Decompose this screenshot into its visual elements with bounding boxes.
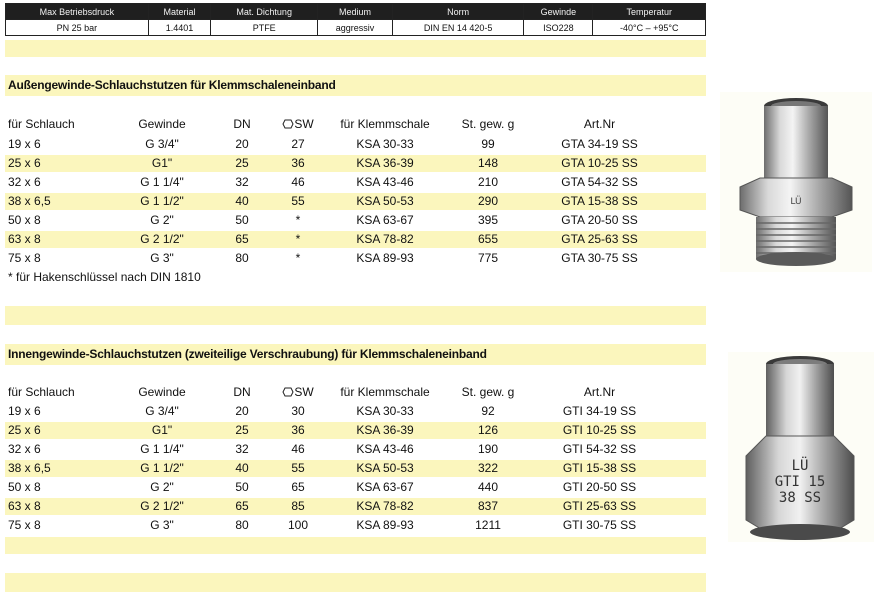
clamp-cell: KSA 36-39: [356, 156, 414, 170]
thread-cell: G 1 1/4": [140, 442, 184, 456]
hose-cell: 63 x 8: [8, 499, 41, 513]
sw-cell: 55: [291, 461, 305, 475]
weight-cell: 99: [481, 137, 495, 151]
column-header: St. gew. g: [461, 117, 515, 131]
spec-header: Max Betriebsdruck: [6, 4, 149, 20]
article-cell: GTI 10-25 SS: [562, 423, 637, 437]
thread-cell: G1": [151, 423, 173, 437]
article-cell: GTI 15-38 SS: [562, 461, 637, 475]
article-cell: GTI 30-75 SS: [562, 518, 637, 532]
table-row: [5, 250, 706, 267]
hose-cell: 50 x 8: [8, 213, 41, 227]
clamp-cell: KSA 50-53: [356, 461, 414, 475]
weight-cell: 92: [481, 404, 495, 418]
table-row: [5, 422, 706, 439]
clamp-cell: KSA 50-53: [356, 194, 414, 208]
table-row: [5, 517, 706, 534]
product-image-internal-thread: [728, 352, 874, 542]
dn-cell: 80: [235, 251, 249, 265]
dn-cell: 32: [235, 442, 249, 456]
article-cell: GTA 54-32 SS: [561, 175, 638, 189]
clamp-cell: KSA 30-33: [356, 404, 414, 418]
dn-cell: 65: [235, 499, 249, 513]
thread-cell: G 3/4": [145, 404, 179, 418]
weight-cell: 395: [477, 213, 499, 227]
dn-cell: 20: [235, 404, 249, 418]
column-header: für Klemmschale: [340, 385, 430, 399]
dn-cell: 20: [235, 137, 249, 151]
sw-cell: 85: [291, 499, 305, 513]
weight-cell: 1211: [475, 518, 501, 532]
spec-value: ISO228: [524, 20, 593, 36]
weight-cell: 148: [477, 156, 499, 170]
sw-cell: *: [295, 232, 301, 246]
column-header: für Schlauch: [8, 385, 75, 399]
column-header: Gewinde: [138, 117, 186, 131]
thread-cell: G 1 1/2": [140, 461, 184, 475]
sw-cell: 36: [291, 156, 305, 170]
clamp-cell: KSA 78-82: [356, 232, 414, 246]
spec-value: PN 25 bar: [6, 20, 149, 36]
hose-cell: 75 x 8: [8, 518, 41, 532]
article-cell: GTA 30-75 SS: [561, 251, 638, 265]
article-cell: GTA 25-63 SS: [561, 232, 638, 246]
dn-cell: 80: [235, 518, 249, 532]
clamp-cell: KSA 63-67: [356, 480, 414, 494]
clamp-cell: KSA 89-93: [356, 251, 414, 265]
article-cell: GTA 34-19 SS: [561, 137, 638, 151]
clamp-cell: KSA 63-67: [356, 213, 414, 227]
table-row: [5, 174, 706, 191]
spacer-band: [5, 40, 706, 57]
clamp-cell: KSA 30-33: [356, 137, 414, 151]
dn-cell: 40: [235, 461, 249, 475]
thread-cell: G 3/4": [145, 137, 179, 151]
article-cell: GTI 34-19 SS: [562, 404, 637, 418]
product2-marking-line1: LÜ: [791, 458, 809, 474]
clamp-cell: KSA 89-93: [356, 518, 414, 532]
section2-title: Innengewinde-Schlauchstutzen (zweiteilige Verschraubung) für Klemmschaleneinband: [8, 347, 487, 361]
spec-header: Medium: [318, 4, 393, 20]
article-cell: GTA 15-38 SS: [561, 194, 638, 208]
table-row: [5, 155, 706, 172]
dn-cell: 40: [235, 194, 249, 208]
table-row: [5, 441, 706, 458]
thread-cell: G 2 1/2": [140, 232, 184, 246]
dn-cell: 25: [235, 423, 249, 437]
spec-value: DIN EN 14 420-5: [392, 20, 524, 36]
clamp-cell: KSA 43-46: [356, 175, 414, 189]
weight-cell: 775: [477, 251, 499, 265]
hose-cell: 38 x 6,5: [8, 194, 51, 208]
spec-header: Norm: [392, 4, 524, 20]
dn-cell: 32: [235, 175, 249, 189]
sw-cell: 30: [291, 404, 305, 418]
table-row: [5, 479, 706, 496]
column-header: SW: [277, 385, 319, 399]
spec-value: 1.4401: [148, 20, 210, 36]
spacer-band: [5, 306, 706, 325]
column-header: DN: [233, 117, 251, 131]
column-header: St. gew. g: [461, 385, 515, 399]
thread-cell: G 3": [150, 518, 174, 532]
hose-cell: 25 x 6: [8, 423, 41, 437]
spec-value: aggressiv: [318, 20, 393, 36]
section1-title: Außengewinde-Schlauchstutzen für Klemmschaleneinband: [8, 78, 336, 92]
column-header-row: [5, 116, 706, 133]
spec-header: Material: [148, 4, 210, 20]
table-row: [5, 460, 706, 477]
weight-cell: 322: [477, 461, 499, 475]
weight-cell: 190: [477, 442, 499, 456]
thread-cell: G 2 1/2": [140, 499, 184, 513]
table-row: [5, 403, 706, 420]
dn-cell: 65: [235, 232, 249, 246]
footnote: * für Hakenschlüssel nach DIN 1810: [8, 270, 201, 284]
weight-cell: 440: [477, 480, 499, 494]
sw-cell: *: [295, 213, 301, 227]
hex-nut-icon: [282, 117, 294, 131]
column-header: Gewinde: [138, 385, 186, 399]
thread-cell: G 1 1/4": [140, 175, 184, 189]
column-header: Art.Nr: [583, 117, 616, 131]
weight-cell: 210: [477, 175, 499, 189]
hose-cell: 38 x 6,5: [8, 461, 51, 475]
table-row: [5, 193, 706, 210]
table-row: [5, 498, 706, 515]
sw-cell: 46: [291, 175, 305, 189]
column-header: für Schlauch: [8, 117, 75, 131]
spacer-band: [5, 573, 706, 592]
hose-cell: 19 x 6: [8, 404, 41, 418]
thread-cell: G 2": [150, 213, 174, 227]
clamp-cell: KSA 78-82: [356, 499, 414, 513]
spec-header: Mat. Dichtung: [211, 4, 318, 20]
thread-cell: G 2": [150, 480, 174, 494]
product1-marking: LÜ: [790, 197, 802, 207]
product2-marking-line2: GTI 15: [774, 474, 826, 490]
hose-cell: 32 x 6: [8, 175, 41, 189]
hose-cell: 63 x 8: [8, 232, 41, 246]
column-header: SW: [277, 117, 319, 131]
sw-cell: 36: [291, 423, 305, 437]
thread-cell: G1": [151, 156, 173, 170]
hose-cell: 75 x 8: [8, 251, 41, 265]
column-header: für Klemmschale: [340, 117, 430, 131]
article-cell: GTI 20-50 SS: [562, 480, 637, 494]
spec-header: Temperatur: [593, 4, 706, 20]
weight-cell: 290: [477, 194, 499, 208]
sw-cell: 27: [291, 137, 305, 151]
article-cell: GTI 54-32 SS: [562, 442, 637, 456]
article-cell: GTA 10-25 SS: [561, 156, 638, 170]
weight-cell: 837: [477, 499, 499, 513]
hex-nut-icon: [282, 385, 294, 399]
table-row: [5, 212, 706, 229]
clamp-cell: KSA 43-46: [356, 442, 414, 456]
weight-cell: 126: [477, 423, 499, 437]
thread-cell: G 3": [150, 251, 174, 265]
hose-cell: 19 x 6: [8, 137, 41, 151]
product-image-external-thread: [720, 92, 872, 272]
sw-cell: 55: [291, 194, 305, 208]
hose-cell: 32 x 6: [8, 442, 41, 456]
article-cell: GTA 20-50 SS: [561, 213, 638, 227]
spec-table: [5, 3, 706, 36]
hose-cell: 25 x 6: [8, 156, 41, 170]
dn-cell: 50: [235, 480, 249, 494]
hose-cell: 50 x 8: [8, 480, 41, 494]
column-header: Art.Nr: [583, 385, 616, 399]
dn-cell: 50: [235, 213, 249, 227]
thread-cell: G 1 1/2": [140, 194, 184, 208]
sw-cell: 100: [287, 518, 309, 532]
column-header-row: [5, 384, 706, 401]
clamp-cell: KSA 36-39: [356, 423, 414, 437]
weight-cell: 655: [477, 232, 499, 246]
spec-header: Gewinde: [524, 4, 593, 20]
spec-value: PTFE: [211, 20, 318, 36]
sw-cell: 46: [291, 442, 305, 456]
table-row: [5, 136, 706, 153]
spec-value: -40°C – +95°C: [593, 20, 706, 36]
column-header: DN: [233, 385, 251, 399]
article-cell: GTI 25-63 SS: [562, 499, 637, 513]
product2-marking-line3: 38 SS: [778, 490, 822, 506]
sw-cell: 65: [291, 480, 305, 494]
spacer-band: [5, 537, 706, 554]
dn-cell: 25: [235, 156, 249, 170]
table-row: [5, 231, 706, 248]
sw-cell: *: [295, 251, 301, 265]
